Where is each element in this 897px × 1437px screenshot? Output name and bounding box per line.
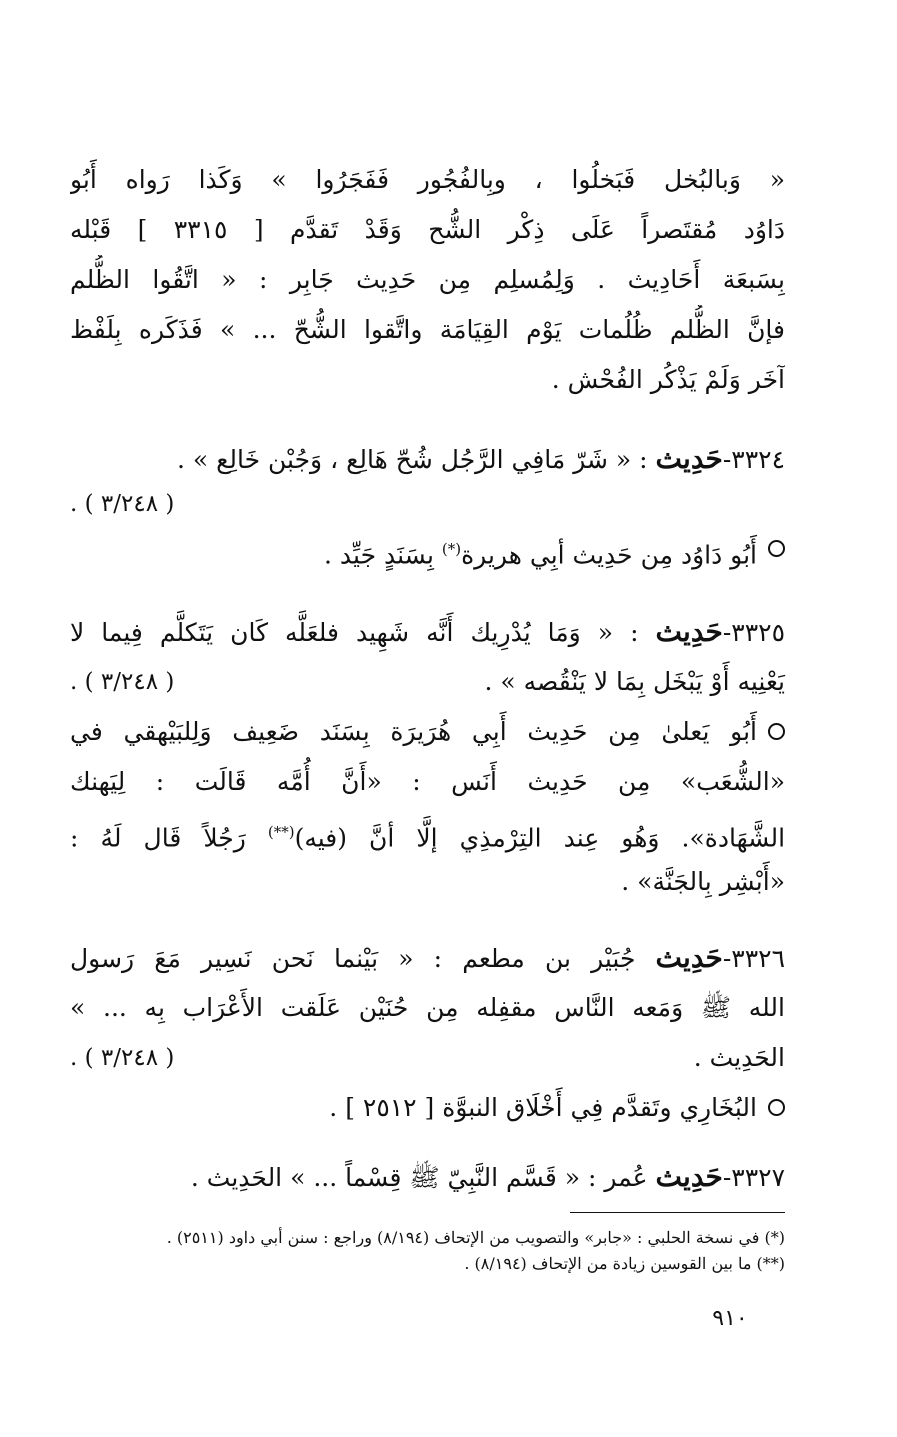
hadith-heading-line (70, 1152, 785, 1202)
hadith-text: الحَدِيث . (693, 1043, 785, 1072)
intro-line: « وَبالبُخل فَبَخلُوا ، وبِالفُجُور فَفَجَرُوا » وَكَذا رَواه أَبُو (70, 165, 785, 194)
hadith-label: حَدِيث (655, 442, 723, 475)
footnote: (**) ما بين القوسين زيادة من الإتحاف (٨/١٩٤) . (464, 1254, 785, 1273)
volume-page-reference: ( ٣/٢٤٨ ) . (70, 1045, 175, 1071)
hadith-heading-line (70, 434, 785, 484)
source-text: أَبُو يَعلىٰ مِن حَدِيث أَبِي هُرَيرَة بِسَنَد ضَعِيف وَلِلبَيْهقي في (70, 717, 757, 746)
hadith-line-with-reference (70, 1033, 785, 1083)
intro-line: آخَر وَلَمْ يَذْكُر الفُحْش . (551, 365, 785, 394)
hadith-label: حَدِيث (655, 615, 723, 648)
hadith-3327 (70, 1152, 785, 1202)
intro-line: فإنَّ الظُّلم ظُلُمات يَوْم القِيَامَة واتَّقوا الشُّحّ ... » فَذَكَره بِلَفْظ (70, 315, 785, 344)
hadith-3326 (70, 933, 785, 1133)
circle-bullet-icon (768, 1099, 785, 1116)
footnote: (*) في نسخة الحلبي : «جابر» والتصويب من الإتحاف (٨/١٩٤) وراجع : سنن أبي داود (٢٥١١) . (166, 1228, 785, 1247)
hadith-3324 (70, 434, 785, 574)
hadith-number: ٣٣٢٧- (722, 1163, 785, 1192)
circle-bullet-icon (768, 540, 785, 557)
footnote-divider (570, 1212, 785, 1213)
source-text-end: رَجُلاً قَال لَهُ : (70, 823, 268, 853)
source-text: الشَّهَادة». وَهُو عِند التِرْمذِي إلَّا أنَّ (فيه) (294, 823, 785, 853)
source-text: أَبُو دَاوُد مِن حَدِيث أبِي هريرة (461, 540, 757, 570)
hadith-text-line: الله ﷺ وَمَعه النَّاس مقفِله مِن حُنَيْن عَلَقت الأَعْرَاب بِه ... » (70, 993, 785, 1022)
takhrij-source (70, 707, 785, 757)
hadith-text: يَعْنِيه أَوْ يَبْخَل بِمَا لا يَنْقُصه » . (484, 667, 785, 696)
hadith-label: حَدِيث (655, 1160, 723, 1193)
takhrij-source-line: «الشُّعَب» مِن حَدِيث أَنَس : «أَنَّ أُمَّه قَالَت : لِيَهنك (70, 767, 785, 796)
hadith-heading-line (70, 607, 785, 657)
hadith-text: عُمر : « قَسَّم النَّبِيّ ﷺ قِسْماً ... » الحَدِيث . (190, 1163, 656, 1192)
intro-paragraph (70, 155, 785, 405)
intro-line: بِسَبعَة أَحَادِيث . وَلِمُسلِم مِن حَدِيث جَابِر : « اتَّقُوا الظُّلم (70, 265, 785, 294)
hadith-number: ٣٣٢٥- (722, 618, 785, 647)
hadith-text: : « شَرّ مَافِي الرَّجُل شُحّ هَالِع ، وَجُبْن خَالِع » . (176, 445, 656, 474)
footnote-marker: (**) (267, 823, 295, 841)
takhrij-source-line: «أَبْشِر بِالجَنَّة» . (621, 867, 785, 896)
circle-bullet-icon (768, 723, 785, 740)
takhrij-source-line (70, 807, 785, 857)
intro-line: دَاوُد مُقتَصراً عَلَى ذِكْر الشُّح وَقَدْ تَقدَّم [ ٣٣١٥ ] قَبْله (70, 215, 785, 244)
volume-page-reference: ( ٣/٢٤٨ ) . (70, 669, 175, 695)
hadith-label: حَدِيث (655, 941, 723, 974)
hadith-number: ٣٣٢٦- (722, 944, 785, 973)
takhrij-source (70, 524, 785, 574)
source-text: البُخَارِي وتَقدَّم فِي أَخْلَاق النبوَّة [ ٢٥١٢ ] . (329, 1093, 757, 1122)
hadith-text: جُبَيْر بن مطعم : « بَيْنما نَحن نَسِير مَعَ رَسول (70, 944, 656, 973)
volume-page-reference: ( ٣/٢٤٨ ) . (70, 491, 175, 517)
hadith-line-with-reference (70, 657, 785, 707)
page-number: ٩١٠ (712, 1306, 748, 1331)
footnote-marker: (*) (441, 540, 462, 558)
hadith-3325 (70, 607, 785, 907)
hadith-heading-line (70, 933, 785, 983)
takhrij-source (70, 1083, 785, 1133)
source-text-end: بِسَنَدٍ جَيِّد . (324, 540, 442, 570)
hadith-text: : « وَمَا يُدْرِيك أَنَّه شَهِيد فلعَلَّه كَان يَتَكلَّم فِيما لا (70, 618, 656, 647)
hadith-number: ٣٣٢٤- (722, 445, 785, 474)
